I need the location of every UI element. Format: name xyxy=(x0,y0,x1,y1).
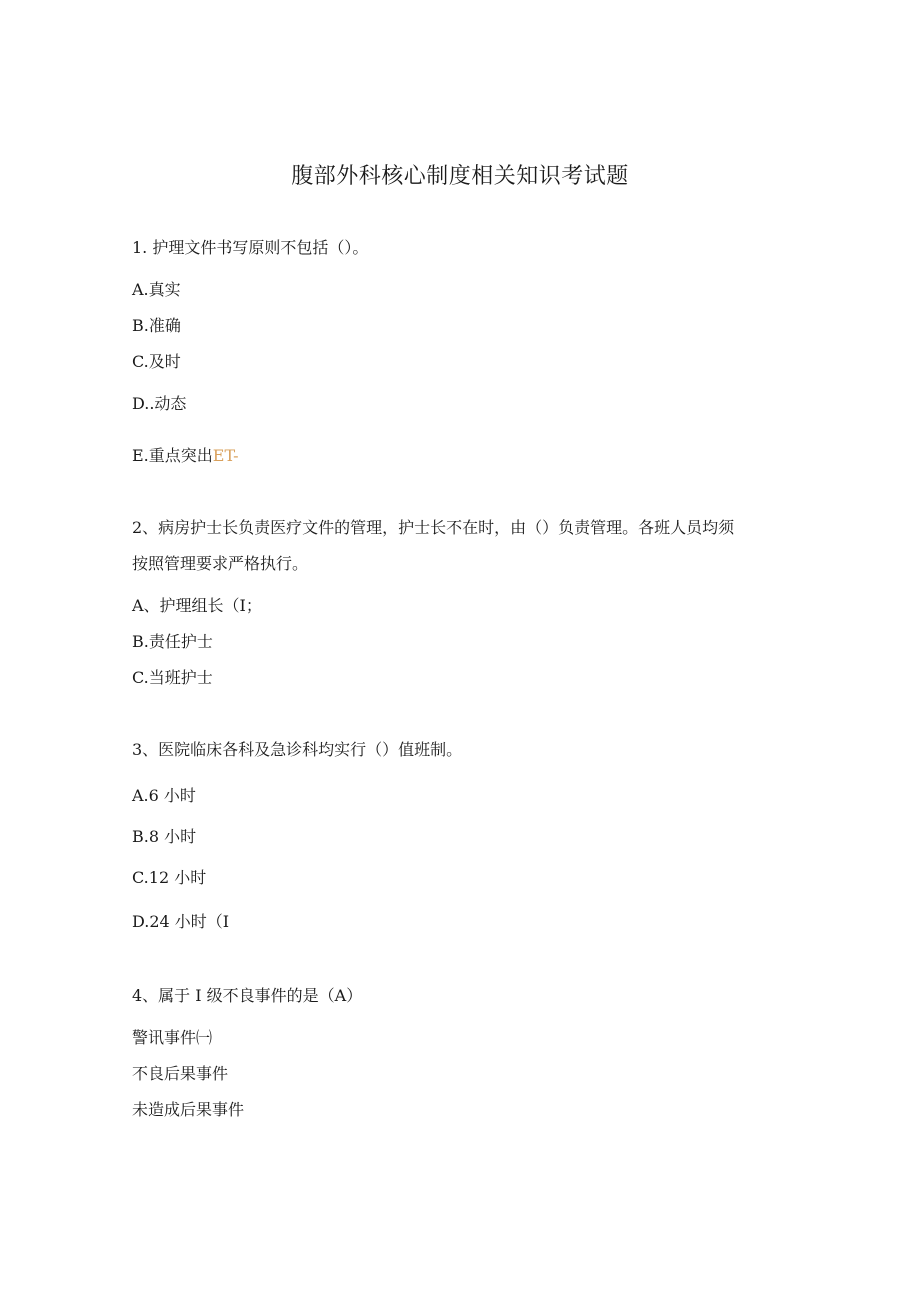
answer-mark: ET- xyxy=(212,446,239,465)
q1-option-e-text: E.重点突出 xyxy=(132,446,213,465)
question-1: 1. 护理文件书写原则不包括（）。 xyxy=(132,238,369,257)
question-3: 3、医院临床各科及急诊科均实行（）值班制。 xyxy=(132,740,463,759)
q1-option-d: D..动态 xyxy=(132,394,187,413)
q2-option-b: B.责任护士 xyxy=(132,632,213,651)
q3-option-a: A.6 小时 xyxy=(132,786,196,805)
q2-option-c: C.当班护士 xyxy=(132,668,213,687)
q3-option-b: B.8 小时 xyxy=(132,827,197,846)
q4-option-3: 未造成后果事件 xyxy=(132,1100,245,1119)
q2-option-a: A、护理组长（I； xyxy=(132,596,262,615)
q1-option-e xyxy=(132,448,238,464)
q1-option-b: B.准确 xyxy=(132,316,181,335)
question-2-line-2: 按照管理要求严格执行。 xyxy=(132,554,309,573)
q3-option-c: C.12 小时 xyxy=(132,868,207,887)
question-2-line-1: 2、病房护士长负责医疗文件的管理，护士长不在时，由（）负责管理。各班人员均须 xyxy=(132,518,735,537)
page-title: 腹部外科核心制度相关知识考试题 xyxy=(291,164,629,189)
question-4: 4、属于 I 级不良事件的是（A） xyxy=(132,986,363,1005)
q1-option-a: A.真实 xyxy=(132,280,181,299)
q1-option-c: C.及时 xyxy=(132,352,181,371)
q4-option-1: 警讯事件㈠ xyxy=(132,1028,213,1047)
q4-option-2: 不良后果事件 xyxy=(132,1064,229,1083)
q3-option-d: D.24 小时（I xyxy=(132,912,230,931)
